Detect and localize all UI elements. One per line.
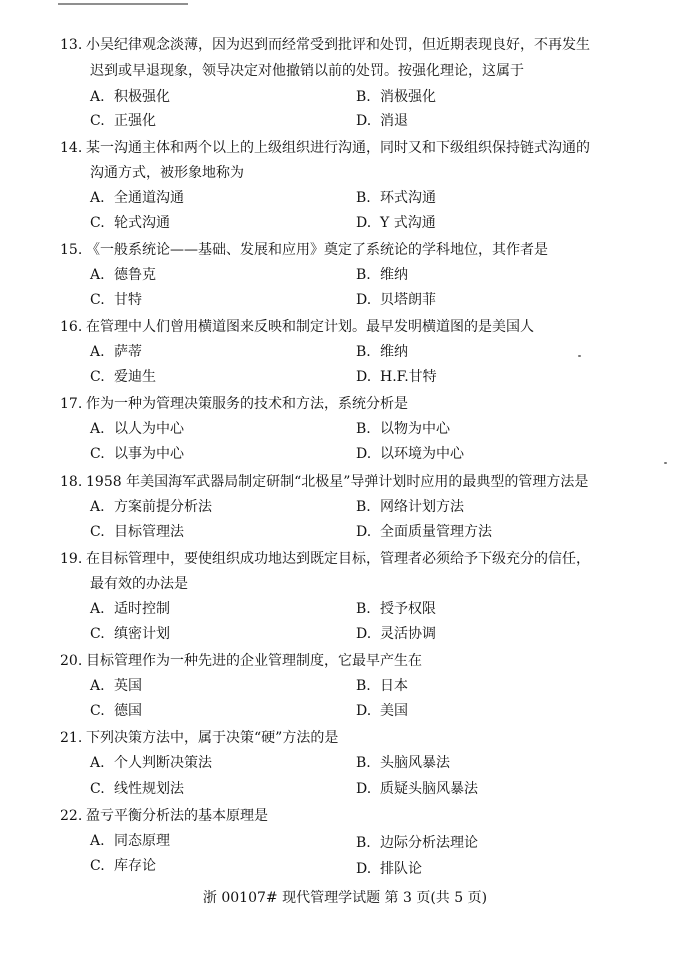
option-text: 全面质量管理方法 (380, 524, 492, 540)
option-a (90, 340, 142, 364)
option-text: 授予权限 (380, 601, 436, 617)
option-label: D. (356, 369, 372, 385)
option-text: 日本 (380, 678, 408, 694)
option-d (356, 365, 437, 389)
option-b (356, 597, 436, 621)
question-number: 13. (60, 37, 83, 53)
option-label: A. (90, 755, 105, 771)
option-text: 爱迪生 (114, 369, 156, 385)
option-label: C. (90, 781, 105, 797)
question-stem (60, 648, 422, 674)
question-stem-line: 在目标管理中，要使组织成功地达到既定目标，管理者必须给予下级充分的信任， (86, 551, 590, 567)
option-label: D. (356, 781, 372, 797)
option-text: 目标管理法 (114, 524, 184, 540)
option-text: 消极强化 (380, 89, 436, 105)
option-label: B. (356, 89, 371, 105)
option-label: B. (356, 267, 371, 283)
option-label: A. (90, 833, 105, 849)
question-stem (60, 391, 408, 417)
option-d (356, 857, 422, 881)
option-a (90, 186, 184, 210)
question-stem-line: 目标管理作为一种先进的企业管理制度，它最早产生在 (86, 653, 422, 669)
option-label: B. (356, 678, 371, 694)
question-stem-line: 《一般系统论——基础、发展和应用》奠定了系统论的学科地位，其作者是 (86, 242, 548, 258)
question-number: 15. (60, 242, 83, 258)
option-text: 维纳 (380, 344, 408, 360)
option-label: B. (356, 421, 371, 437)
option-text: 轮式沟通 (114, 215, 170, 231)
option-label: C. (90, 703, 105, 719)
question-stem-line: 作为一种为管理决策服务的技术和方法，系统分析是 (86, 396, 408, 412)
option-a (90, 495, 212, 519)
option-d (356, 777, 478, 801)
option-b (356, 186, 436, 210)
option-label: C. (90, 369, 105, 385)
option-a (90, 417, 184, 441)
option-label: C. (90, 524, 105, 540)
option-text: 适时控制 (114, 601, 170, 617)
option-label: D. (356, 524, 372, 540)
option-label: D. (356, 113, 372, 129)
option-label: A. (90, 678, 105, 694)
option-text: 贝塔朗菲 (380, 292, 436, 308)
option-c (90, 288, 142, 312)
option-text: 消退 (380, 113, 408, 129)
option-label: B. (356, 190, 371, 206)
question-stem (60, 725, 338, 751)
question-stem-line: 沟通方式，被形象地称为 (90, 165, 244, 181)
option-label: D. (356, 703, 372, 719)
option-label: B. (356, 601, 371, 617)
option-label: B. (356, 344, 371, 360)
option-b (356, 751, 450, 775)
question-number: 16. (60, 319, 83, 335)
option-text: 库存论 (114, 858, 156, 874)
option-a (90, 263, 156, 287)
option-text: 灵活协调 (380, 626, 436, 642)
option-b (356, 674, 408, 698)
option-text: H.F.甘特 (380, 369, 437, 385)
option-label: C. (90, 446, 105, 462)
option-a (90, 597, 170, 621)
option-c (90, 699, 142, 723)
question-stem (60, 469, 588, 495)
option-label: B. (356, 835, 371, 851)
option-label: C. (90, 292, 105, 308)
option-label: D. (356, 215, 372, 231)
question-stem-line: 最有效的办法是 (90, 576, 188, 592)
option-d (356, 288, 436, 312)
option-d (356, 211, 436, 235)
option-label: C. (90, 113, 105, 129)
option-text: 积极强化 (114, 89, 170, 105)
question-stem (60, 135, 590, 161)
option-c (90, 854, 156, 878)
option-c (90, 211, 170, 235)
question-stem-line: 下列决策方法中，属于决策“硬”方法的是 (86, 730, 339, 746)
option-d (356, 622, 436, 646)
option-text: 个人判断决策法 (114, 755, 212, 771)
option-label: A. (90, 89, 105, 105)
option-text: 方案前提分析法 (114, 499, 212, 515)
question-stem-line: 1958 年美国海军武器局制定研制“北极星”导弹计划时应用的最典型的管理方法是 (86, 474, 589, 490)
option-a (90, 85, 170, 109)
option-label: A. (90, 601, 105, 617)
question-stem-line: 迟到或早退现象，领导决定对他撤销以前的处罚。按强化理论，这属于 (90, 63, 524, 79)
option-d (356, 520, 492, 544)
option-c (90, 442, 184, 466)
option-d (356, 109, 408, 133)
option-b (356, 831, 478, 855)
question-number: 20. (60, 653, 83, 669)
option-label: C. (90, 215, 105, 231)
page-top-cut-mark (58, 0, 188, 5)
question-stem-line: 在管理中人们曾用横道图来反映和制定计划。最早发明横道图的是美国人 (86, 319, 534, 335)
option-text: 全通道沟通 (114, 190, 184, 206)
option-label: D. (356, 861, 372, 877)
option-text: 线性规划法 (114, 781, 184, 797)
option-label: D. (356, 292, 372, 308)
option-text: 以物为中心 (380, 421, 450, 437)
option-b (356, 263, 408, 287)
option-a (90, 751, 212, 775)
question-stem-line: 某一沟通主体和两个以上的上级组织进行沟通，同时又和下级组织保持链式沟通的 (86, 140, 590, 156)
question-stem-line: 小吴纪律观念淡薄，因为迟到而经常受到批评和处罚，但近期表现良好，不再发生 (86, 37, 590, 53)
option-c (90, 622, 170, 646)
option-label: A. (90, 267, 105, 283)
page-footer: 浙 00107# 现代管理学试题 第 3 页(共 5 页) (202, 890, 488, 906)
option-a (90, 829, 170, 853)
option-text: 萨蒂 (114, 344, 142, 360)
option-c (90, 365, 156, 389)
question-stem (60, 803, 268, 829)
option-text: 德鲁克 (114, 267, 156, 283)
option-text: 排队论 (380, 861, 422, 877)
question-number: 17. (60, 396, 83, 412)
option-c (90, 520, 184, 544)
option-text: 边际分析法理论 (380, 835, 478, 851)
option-d (356, 699, 408, 723)
option-label: A. (90, 499, 105, 515)
option-label: A. (90, 421, 105, 437)
option-text: 以事为中心 (114, 446, 184, 462)
option-b (356, 85, 436, 109)
question-stem (60, 314, 534, 340)
option-b (356, 495, 464, 519)
option-text: 德国 (114, 703, 142, 719)
option-text: 质疑头脑风暴法 (380, 781, 478, 797)
option-text: 网络计划方法 (380, 499, 464, 515)
option-text: 缜密计划 (114, 626, 170, 642)
option-text: Y 式沟通 (380, 215, 436, 231)
question-number: 19. (60, 551, 83, 567)
option-label: D. (356, 626, 372, 642)
option-c (90, 109, 156, 133)
option-d (356, 442, 464, 466)
option-text: 以环境为中心 (380, 446, 464, 462)
option-label: B. (356, 755, 371, 771)
question-number: 22. (60, 808, 83, 824)
option-text: 头脑风暴法 (380, 755, 450, 771)
scan-speck (664, 462, 667, 464)
option-label: A. (90, 344, 105, 360)
option-c (90, 777, 184, 801)
question-stem (60, 237, 548, 263)
option-text: 英国 (114, 678, 142, 694)
option-text: 维纳 (380, 267, 408, 283)
option-text: 同态原理 (114, 833, 170, 849)
question-number: 14. (60, 140, 83, 156)
option-b (356, 340, 408, 364)
question-number: 21. (60, 730, 83, 746)
option-label: C. (90, 626, 105, 642)
option-label: C. (90, 858, 105, 874)
scan-speck (578, 355, 581, 357)
question-stem-line: 盈亏平衡分析法的基本原理是 (86, 808, 268, 824)
question-number: 18. (60, 474, 83, 490)
option-text: 以人为中心 (114, 421, 184, 437)
option-label: D. (356, 446, 372, 462)
option-b (356, 417, 450, 441)
option-text: 美国 (380, 703, 408, 719)
option-label: B. (356, 499, 371, 515)
option-label: A. (90, 190, 105, 206)
option-text: 甘特 (114, 292, 142, 308)
question-stem (60, 32, 590, 58)
option-text: 环式沟通 (380, 190, 436, 206)
option-text: 正强化 (114, 113, 156, 129)
question-stem (60, 546, 590, 572)
option-a (90, 674, 142, 698)
